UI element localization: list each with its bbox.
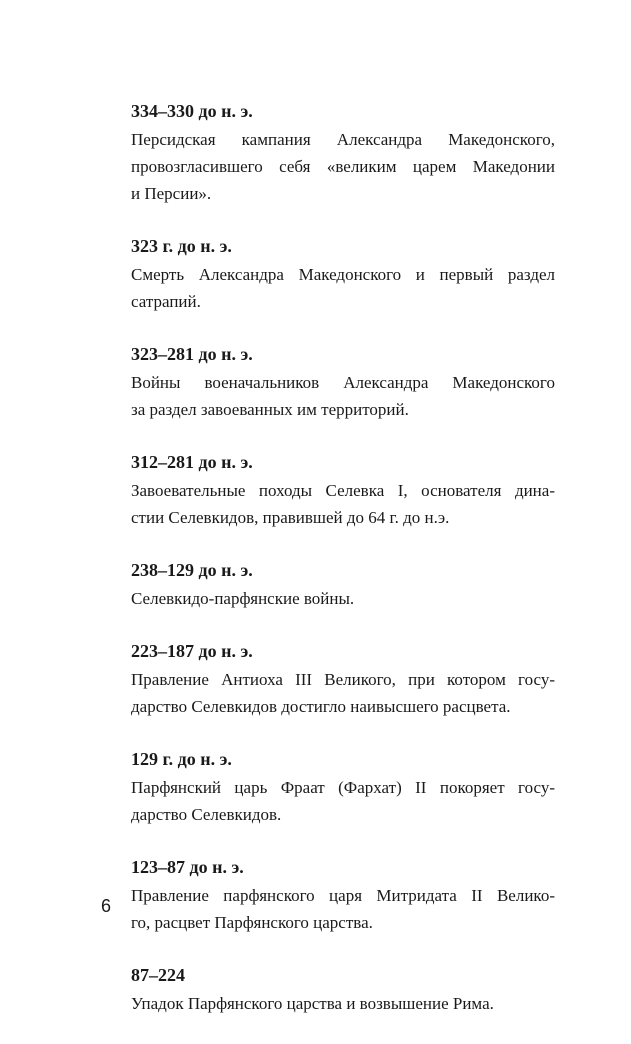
entry-description: [131, 261, 555, 315]
entry-line: Правление парфянского царя Митридата II Велико-: [131, 886, 555, 905]
entry-line: Правление Антиоха III Великого, при котором госу-: [131, 670, 555, 689]
entry-date: 223–187 до н. э.: [131, 641, 253, 661]
chronology-entry: [131, 558, 555, 612]
entry-line: Войны военачальников Александра Македонского: [131, 373, 555, 392]
entry-description: [131, 477, 555, 531]
entry-line: стии Селевкидов, правившей до 64 г. до н.э.: [131, 508, 450, 527]
entry-date: 238–129 до н. э.: [131, 560, 253, 580]
entry-line: Парфянский царь Фраат (Фархат) II покоряет госу-: [131, 778, 555, 797]
entry-line: сатрапий.: [131, 292, 201, 311]
entry-line: и Персии».: [131, 184, 212, 203]
entry-description: [131, 774, 555, 828]
chronology-entry: [131, 234, 555, 315]
chronology-entry: [131, 99, 555, 207]
entry-line: Селевкидо-парфянские войны.: [131, 589, 355, 608]
entry-line: дарство Селевкидов достигло наивысшего расцвета.: [131, 697, 511, 716]
entry-line: го, расцвет Парфянского царства.: [131, 913, 373, 932]
chronology-entry: [131, 963, 555, 1017]
entry-date: 312–281 до н. э.: [131, 452, 253, 472]
entry-description: [131, 126, 555, 207]
entry-date: 323–281 до н. э.: [131, 344, 253, 364]
entry-line: Персидская кампания Александра Македонского,: [131, 130, 555, 149]
chronology-entry: [131, 747, 555, 828]
entry-description: [131, 990, 555, 1017]
entry-date: 334–330 до н. э.: [131, 101, 253, 121]
page-number: 6: [101, 896, 112, 916]
entry-line: провозгласившего себя «великим царем Македонии: [131, 157, 555, 176]
entry-description: [131, 369, 555, 423]
chronology-entry: [131, 450, 555, 531]
entry-date: 323 г. до н. э.: [131, 236, 232, 256]
entry-line: Упадок Парфянского царства и возвышение Рима.: [131, 994, 494, 1013]
entry-date: 87–224: [131, 965, 185, 985]
entry-date: 123–87 до н. э.: [131, 857, 244, 877]
chronology-entry: [131, 639, 555, 720]
entry-description: [131, 666, 555, 720]
entry-description: [131, 882, 555, 936]
chronology-page: [131, 99, 555, 1044]
entry-line: дарство Селевкидов.: [131, 805, 282, 824]
chronology-entry: [131, 342, 555, 423]
entry-line: за раздел завоеванных им территорий.: [131, 400, 409, 419]
entry-line: Смерть Александра Македонского и первый раздел: [131, 265, 555, 284]
chronology-entry: [131, 855, 555, 936]
entry-line: Завоевательные походы Селевка I, основателя дина-: [131, 481, 555, 500]
entry-description: [131, 585, 555, 612]
entry-date: 129 г. до н. э.: [131, 749, 232, 769]
